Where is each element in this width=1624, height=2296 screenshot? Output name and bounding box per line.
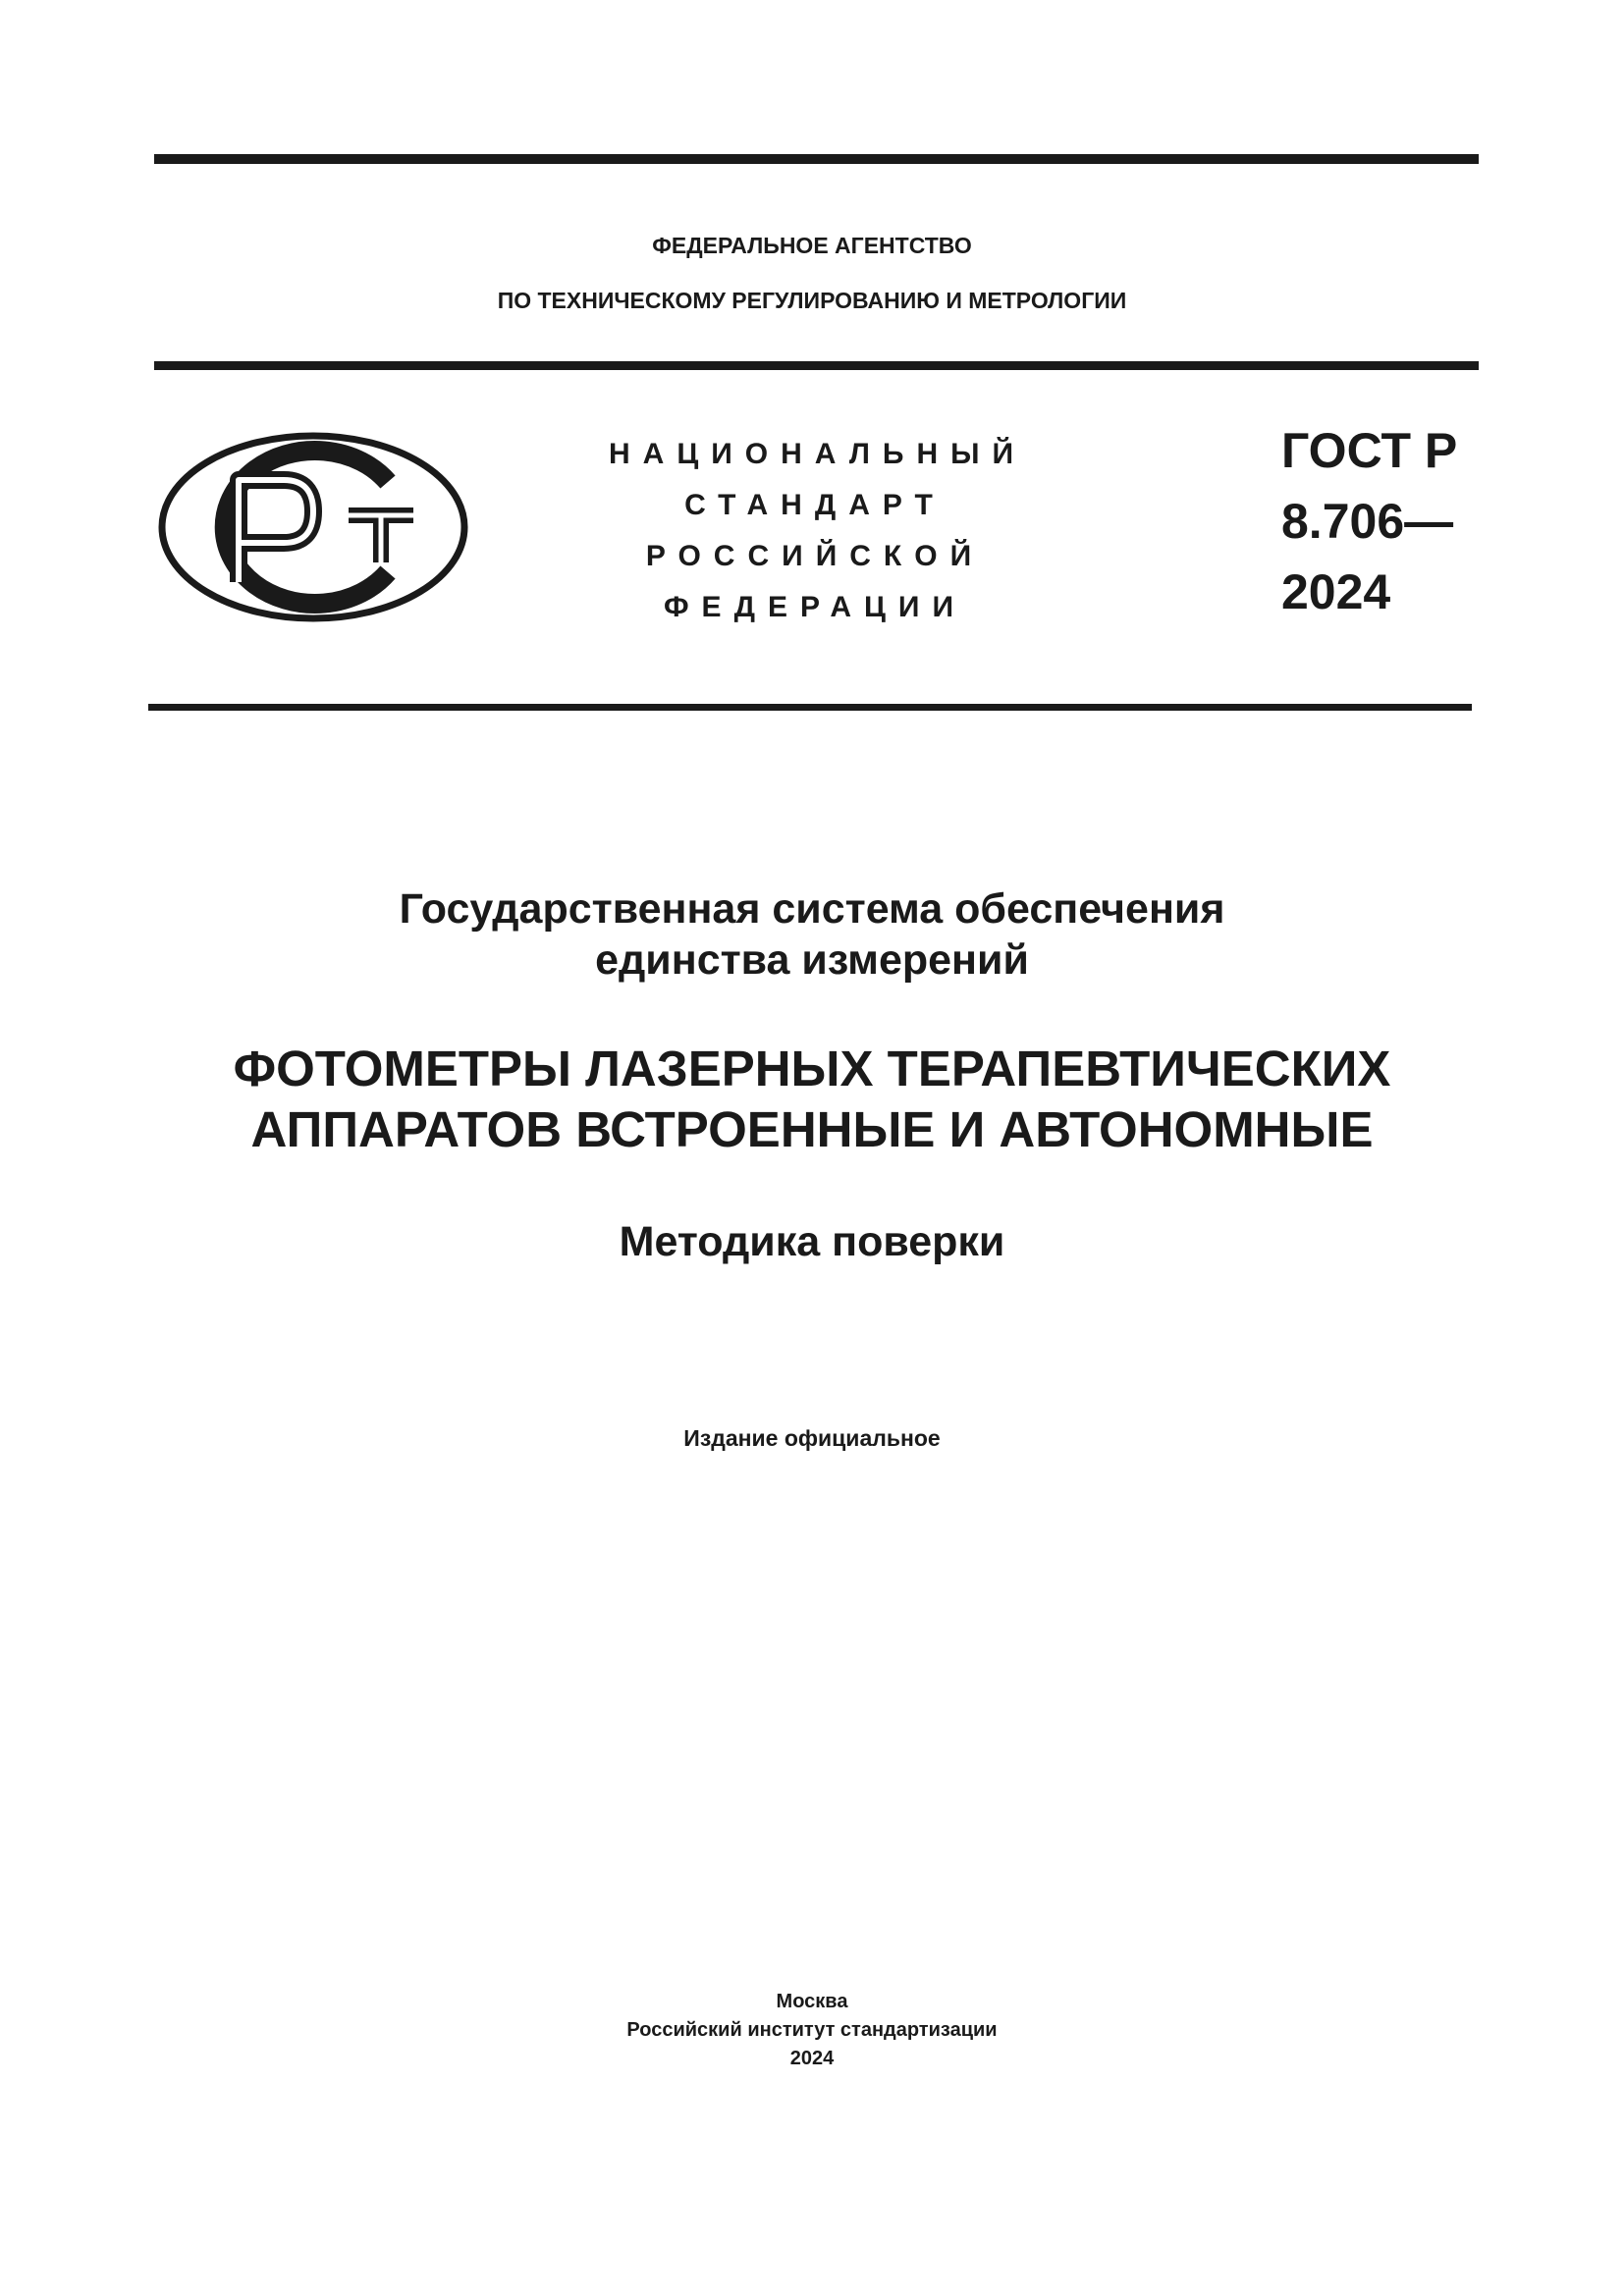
standard-kind-line-1: НАЦИОНАЛЬНЫЙ — [609, 438, 1027, 470]
agency-bottom-rule — [154, 361, 1479, 370]
gost-id-line-1: ГОСТ Р — [1281, 423, 1458, 478]
gost-id-line-2: 8.706— — [1281, 494, 1454, 549]
method-subtitle: Методика поверки — [619, 1218, 1005, 1265]
agency-line-2: ПО ТЕХНИЧЕСКОМУ РЕГУЛИРОВАНИЮ И МЕТРОЛОГИИ — [497, 288, 1127, 313]
document-main-title — [0, 1039, 1624, 1160]
series-line-1: Государственная система обеспечения — [399, 885, 1225, 933]
imprint — [0, 1988, 1624, 2073]
series-line-2: единства измерений — [595, 936, 1029, 984]
standard-kind-line-4: ФЕДЕРАЦИИ — [663, 591, 967, 623]
gost-designation — [1281, 415, 1457, 627]
standard-kind — [609, 429, 1027, 633]
header-bottom-rule — [148, 704, 1472, 711]
standard-kind-line-2: СТАНДАРТ — [684, 489, 946, 521]
gost-id-line-3: 2024 — [1281, 564, 1391, 619]
standard-kind-line-3: РОССИЙСКОЙ — [645, 540, 985, 572]
imprint-city: Москва — [776, 1991, 848, 2012]
main-title-line-2: АППАРАТОВ ВСТРОЕННЫЕ И АВТОНОМНЫЕ — [250, 1101, 1374, 1157]
agency-line-1: ФЕДЕРАЛЬНОЕ АГЕНТСТВО — [652, 233, 972, 258]
imprint-publisher: Российский институт стандартизации — [626, 2019, 998, 2041]
series-title — [0, 883, 1624, 986]
main-title-line-1: ФОТОМЕТРЫ ЛАЗЕРНЫХ ТЕРАПЕВТИЧЕСКИХ — [233, 1041, 1391, 1096]
agency-name — [0, 218, 1624, 328]
edition-note: Издание официальное — [683, 1425, 941, 1451]
top-rule — [154, 154, 1479, 164]
imprint-year: 2024 — [789, 2048, 835, 2069]
rst-certification-mark-icon — [156, 429, 470, 625]
